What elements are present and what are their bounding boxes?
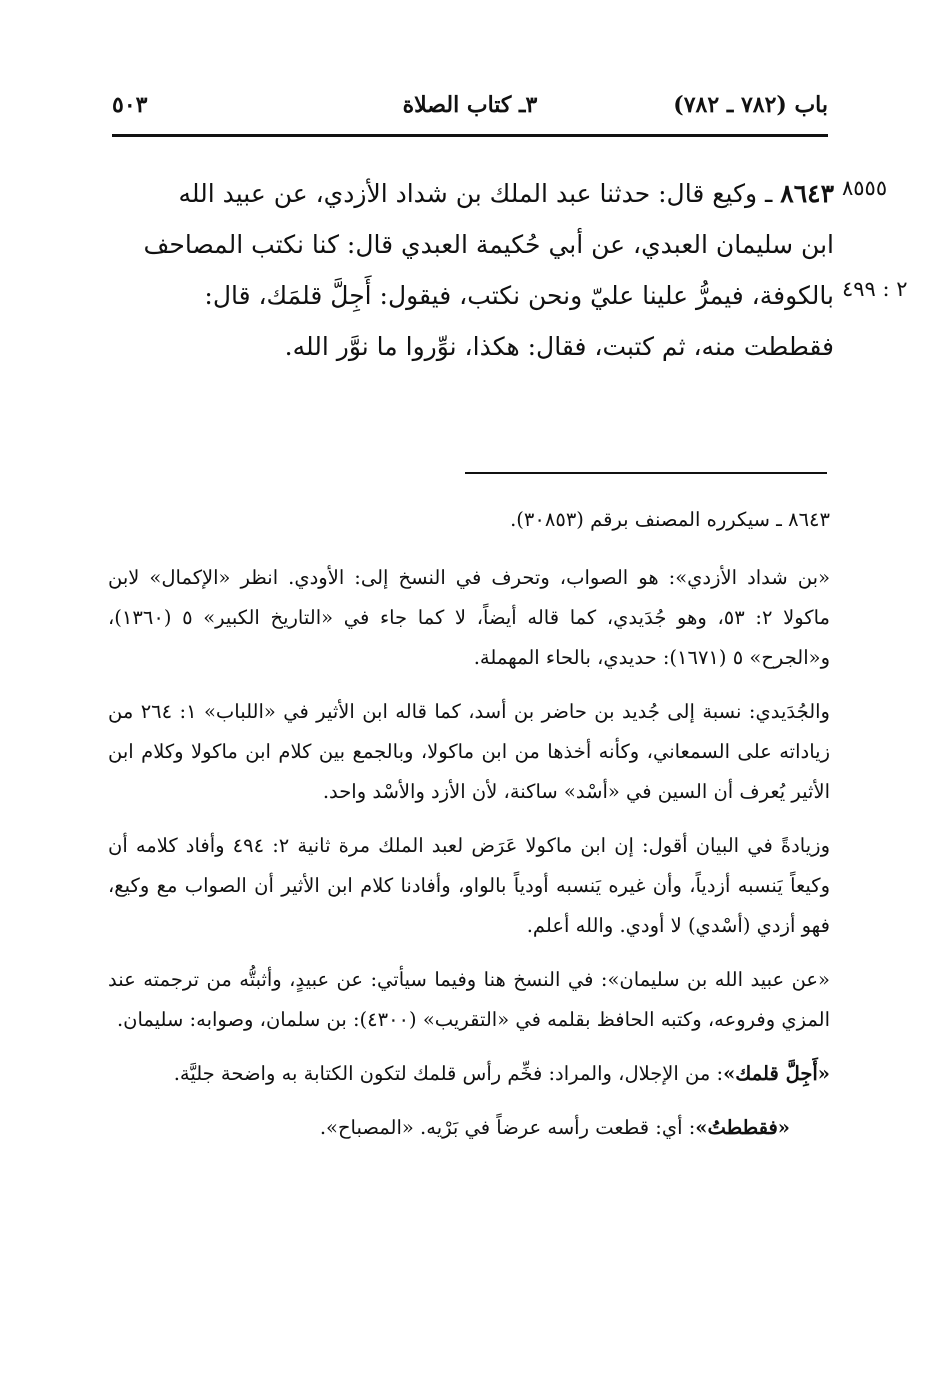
page-number: ٥٠٣ <box>112 92 148 118</box>
page-header <box>112 88 828 124</box>
footnote-paragraph: «عن عبيد الله بن سليمان»: في النسخ هنا وفيما سيأتي: عن عبيدٍ، وأثبتُّه من ترجمته عند المزي وفروعه، وكتبه الحافظ بقلمه في «التقريب» (٤٣٠٠): بن سلمان، وصوابه: سليمان. <box>108 968 830 1031</box>
footnote-divider <box>465 472 827 474</box>
glossed-term: «فقططتُ» <box>695 1116 790 1139</box>
header-divider <box>112 134 828 137</box>
footnotes <box>108 500 830 1162</box>
hadith-line-2: ابن سليمان العبدي، عن أبي حُكيمة العبدي قال: كنا نكتب المصاحف <box>143 230 834 259</box>
footnote-paragraph: «بن شداد الأزدي»: هو الصواب، وتحرف في النسخ إلى: الأودي. انظر «الإكمال» لابن ماكولا ٢: ٥٣، وهو جُدَيدي، كما قاله أيضاً، لا كما جاء في «التاريخ الكبير» ٥ (١٣٦٠)، و«الجرح» ٥ (١٦٧١): حديدي، بالحاء المهملة. <box>108 566 830 669</box>
hadith-text <box>112 168 834 372</box>
margin-volume-page-ref: ٢ : ٤٩٩ <box>842 277 908 301</box>
hadith-line-3: بالكوفة، فيمرُّ علينا عليّ ونحن نكتب، فيقول: أَجِلَّ قلمَك، قال: <box>204 281 834 310</box>
footnote-paragraph: «فقططتُ»: أي: قطعت رأسه عرضاً في بَرْيه. «المصباح». <box>319 1116 790 1139</box>
glossed-term: «أَجِلَّ قلمك» <box>723 1062 830 1085</box>
hadith-line-1: ٨٦٤٣ ـ وكيع قال: حدثنا عبد الملك بن شداد الأزدي، عن عبيد الله <box>178 179 834 208</box>
footnote-paragraph: وزيادةً في البيان أقول: إن ابن ماكولا عَرَض لعبد الملك مرة ثانية ٢: ٤٩٤ وأفاد كلامه أن وكيعاً يَنسبه أزدياً، وأن غيره يَنسبه أودياً بالواو، وأفادنا كلام ابن الأثير أن الصواب مع وكيع، فهو أزدي (أسْدي) لا أودي. والله أعلم. <box>108 834 830 937</box>
footnote-reference: ٨٦٤٣ ـ سيكرره المصنف برقم (٣٠٨٥٣). <box>510 508 830 531</box>
hadith-number: ٨٦٤٣ <box>780 179 834 208</box>
chapter-heading: باب (٧٨٢ ـ ٧٨٢) <box>673 92 828 118</box>
book-title: ٣ـ كتاب الصلاة <box>402 92 538 118</box>
footnote-paragraph: والجُدَيدي: نسبة إلى جُديد بن حاضر بن أسد، كما قاله ابن الأثير في «اللباب» ١: ٢٦٤ من زياداته على السمعاني، وكأنه أخذها من ابن ماكولا، وبالجمع بين كلام ابن ماكولا وكلام ابن الأثير يُعرف أن السين في «أسْد» ساكنة، لأن الأزد والأسْد واحد. <box>108 700 830 803</box>
footnote-paragraph: «أَجِلَّ قلمك»: من الإجلال، والمراد: فخِّم رأس قلمك لتكون الكتابة به واضحة جليَّة. <box>173 1062 830 1085</box>
hadith-line-4: فقططت منه، ثم كتبت، فقال: هكذا، نوِّروا ما نوَّر الله. <box>284 332 834 361</box>
margin-hadith-serial: ٨٥٥٥ <box>842 176 888 200</box>
